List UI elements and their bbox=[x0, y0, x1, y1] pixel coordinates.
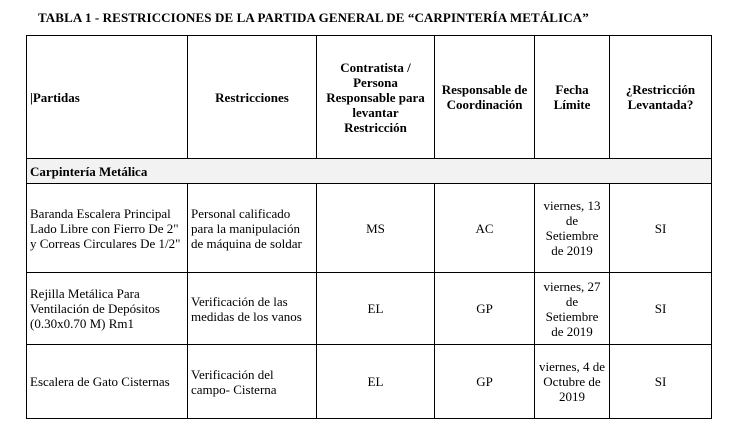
table-row bbox=[27, 184, 712, 273]
table-row bbox=[27, 345, 712, 419]
cell-fecha: viernes, 27 de Setiembre de 2019 bbox=[535, 273, 610, 345]
cell-levantada: SI bbox=[610, 184, 712, 273]
cell-levantada: SI bbox=[610, 345, 712, 419]
cell-partida: Rejilla Metálica Para Ventilación de Depósitos (0.30x0.70 M) Rm1 bbox=[27, 273, 188, 345]
cell-partida: Escalera de Gato Cisternas bbox=[27, 345, 188, 419]
cell-restriccion: Verificación del campo- Cisterna bbox=[188, 345, 317, 419]
header-row bbox=[27, 36, 712, 159]
cell-partida: Baranda Escalera Principal Lado Libre con Fierro De 2" y Correas Circulares De 1/2" bbox=[27, 184, 188, 273]
cell-contratista: MS bbox=[317, 184, 435, 273]
cell-restriccion: Verificación de las medidas de los vanos bbox=[188, 273, 317, 345]
restrictions-table bbox=[26, 35, 712, 419]
table-row bbox=[27, 273, 712, 345]
cell-levantada: SI bbox=[610, 273, 712, 345]
header-levantada: ¿Restricción Levantada? bbox=[610, 36, 712, 159]
header-responsable: Responsable de Coordinación bbox=[435, 36, 535, 159]
header-partidas: |Partidas bbox=[27, 36, 188, 159]
header-fecha: Fecha Límite bbox=[535, 36, 610, 159]
section-row bbox=[27, 159, 712, 184]
cell-responsable: GP bbox=[435, 273, 535, 345]
section-label: Carpintería Metálica bbox=[27, 159, 712, 184]
cell-contratista: EL bbox=[317, 273, 435, 345]
header-restricciones: Restricciones bbox=[188, 36, 317, 159]
cell-responsable: AC bbox=[435, 184, 535, 273]
cell-fecha: viernes, 13 de Setiembre de 2019 bbox=[535, 184, 610, 273]
cell-contratista: EL bbox=[317, 345, 435, 419]
cell-fecha: viernes, 4 de Octubre de 2019 bbox=[535, 345, 610, 419]
header-contratista: Contratista / Persona Responsable para levantar Restricción bbox=[317, 36, 435, 159]
table-title: TABLA 1 - RESTRICCIONES DE LA PARTIDA GENERAL DE “CARPINTERÍA METÁLICA” bbox=[38, 10, 589, 25]
cell-responsable: GP bbox=[435, 345, 535, 419]
cell-restriccion: Personal calificado para la manipulación de máquina de soldar bbox=[188, 184, 317, 273]
